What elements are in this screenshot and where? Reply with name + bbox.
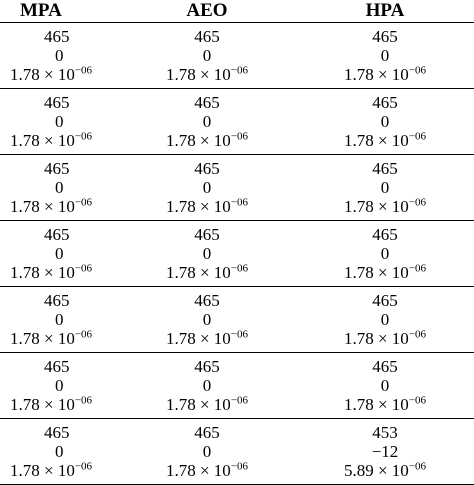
value-primary: 465	[44, 423, 70, 442]
value-secondary: 0	[55, 46, 64, 65]
value-stack	[118, 353, 296, 414]
sci-mantissa: 1.78 × 10	[10, 263, 75, 282]
sci-exponent: −06	[408, 394, 427, 407]
value-primary: 465	[44, 357, 70, 376]
table-cell-mpa	[0, 89, 118, 155]
value-stack	[118, 89, 296, 150]
sci-mantissa: 1.78 × 10	[165, 395, 231, 414]
value-primary: 465	[44, 93, 70, 112]
sci-mantissa: 5.89 × 10	[343, 461, 409, 480]
table-cell-hpa	[296, 89, 474, 155]
value-scientific	[344, 263, 426, 282]
sci-exponent: −06	[74, 130, 93, 143]
sci-exponent: −06	[74, 328, 93, 341]
value-stack	[118, 221, 296, 282]
sci-exponent: −06	[74, 64, 93, 77]
table-cell-mpa	[0, 155, 118, 221]
value-secondary: 0	[380, 178, 390, 197]
sci-exponent: −06	[408, 460, 427, 473]
sci-exponent: −06	[408, 130, 427, 143]
table-body	[0, 23, 474, 485]
value-scientific	[166, 197, 248, 216]
value-scientific	[10, 65, 92, 84]
sci-exponent: −06	[230, 64, 249, 77]
value-primary: 465	[194, 291, 220, 310]
header-mpa: MPA	[0, 0, 118, 23]
value-secondary: 0	[202, 442, 212, 461]
value-primary: 465	[372, 291, 398, 310]
sci-mantissa: 1.78 × 10	[343, 65, 409, 84]
value-primary: 465	[372, 357, 398, 376]
sci-exponent: −06	[230, 460, 249, 473]
header-hpa: HPA	[296, 0, 474, 23]
value-secondary: 0	[380, 244, 390, 263]
value-primary: 465	[44, 159, 70, 178]
sci-mantissa: 1.78 × 10	[10, 329, 75, 348]
value-secondary: 0	[202, 244, 212, 263]
value-secondary: 0	[380, 112, 390, 131]
sci-exponent: −06	[74, 394, 93, 407]
value-secondary: 0	[202, 178, 212, 197]
value-secondary: 0	[55, 112, 64, 131]
value-stack	[296, 89, 474, 150]
value-secondary: 0	[380, 376, 390, 395]
table-header	[0, 0, 474, 23]
sci-exponent: −06	[230, 196, 249, 209]
value-scientific	[166, 395, 248, 414]
value-secondary: 0	[202, 376, 212, 395]
table-row	[0, 23, 474, 89]
value-primary: 465	[194, 225, 220, 244]
table-row	[0, 419, 474, 485]
header-aeo: AEO	[118, 0, 296, 23]
value-secondary: 0	[202, 112, 212, 131]
value-stack	[296, 221, 474, 282]
sci-mantissa: 1.78 × 10	[165, 461, 231, 480]
value-scientific	[10, 329, 92, 348]
table-cell-hpa	[296, 23, 474, 89]
value-stack	[296, 419, 474, 480]
value-secondary: 0	[202, 46, 212, 65]
sci-mantissa: 1.78 × 10	[10, 395, 75, 414]
table-cell-aeo	[118, 221, 296, 287]
value-primary: 465	[44, 291, 70, 310]
value-stack	[296, 287, 474, 348]
value-scientific	[10, 461, 92, 480]
value-primary: 465	[372, 225, 398, 244]
value-scientific	[344, 329, 426, 348]
value-scientific	[166, 263, 248, 282]
value-primary: 465	[194, 27, 220, 46]
table-cell-hpa	[296, 155, 474, 221]
sci-mantissa: 1.78 × 10	[10, 65, 75, 84]
table-cell-aeo	[118, 155, 296, 221]
sci-mantissa: 1.78 × 10	[343, 329, 409, 348]
value-scientific	[344, 65, 426, 84]
sci-mantissa: 1.78 × 10	[343, 197, 409, 216]
sci-mantissa: 1.78 × 10	[10, 461, 75, 480]
table-row	[0, 221, 474, 287]
table-row	[0, 89, 474, 155]
table-cell-mpa	[0, 419, 118, 485]
sci-exponent: −06	[74, 262, 93, 275]
sci-mantissa: 1.78 × 10	[165, 197, 231, 216]
sci-mantissa: 1.78 × 10	[165, 131, 231, 150]
value-stack	[118, 23, 296, 84]
sci-exponent: −06	[230, 130, 249, 143]
value-stack	[296, 23, 474, 84]
value-secondary: 0	[55, 244, 64, 263]
value-secondary: −12	[371, 442, 399, 461]
value-secondary: 0	[55, 310, 64, 329]
value-primary: 465	[372, 159, 398, 178]
value-scientific	[10, 395, 92, 414]
table-cell-hpa	[296, 221, 474, 287]
sci-mantissa: 1.78 × 10	[343, 395, 409, 414]
value-secondary: 0	[380, 310, 390, 329]
table-cell-mpa	[0, 353, 118, 419]
value-stack	[296, 353, 474, 414]
table-cell-aeo	[118, 419, 296, 485]
table-cell-hpa	[296, 419, 474, 485]
value-primary: 465	[194, 159, 220, 178]
value-scientific	[166, 131, 248, 150]
value-stack	[10, 287, 118, 348]
table-cell-aeo	[118, 287, 296, 353]
value-scientific	[344, 461, 426, 480]
sci-mantissa: 1.78 × 10	[165, 65, 231, 84]
table-cell-mpa	[0, 287, 118, 353]
value-secondary: 0	[55, 178, 64, 197]
value-secondary: 0	[202, 310, 212, 329]
table-row	[0, 287, 474, 353]
header-row	[0, 0, 474, 23]
value-stack	[10, 23, 118, 84]
table-cell-aeo	[118, 89, 296, 155]
sci-exponent: −06	[230, 394, 249, 407]
value-scientific	[166, 329, 248, 348]
sci-exponent: −06	[74, 196, 93, 209]
value-scientific	[344, 131, 426, 150]
value-primary: 465	[194, 357, 220, 376]
value-stack	[10, 353, 118, 414]
table-cell-hpa	[296, 353, 474, 419]
sci-exponent: −06	[230, 328, 249, 341]
sci-exponent: −06	[408, 64, 427, 77]
sci-mantissa: 1.78 × 10	[343, 263, 409, 282]
value-primary: 465	[372, 27, 398, 46]
value-scientific	[344, 395, 426, 414]
value-stack	[10, 221, 118, 282]
value-secondary: 0	[55, 376, 64, 395]
value-stack	[10, 89, 118, 150]
table-cell-aeo	[118, 353, 296, 419]
table-row	[0, 353, 474, 419]
value-scientific	[10, 197, 92, 216]
value-primary: 465	[194, 93, 220, 112]
value-stack	[296, 155, 474, 216]
value-stack	[118, 155, 296, 216]
value-primary: 465	[194, 423, 220, 442]
table-cell-aeo	[118, 23, 296, 89]
value-stack	[10, 419, 118, 480]
table-cell-mpa	[0, 221, 118, 287]
value-scientific	[344, 197, 426, 216]
sci-exponent: −06	[408, 328, 427, 341]
sci-exponent: −06	[74, 460, 93, 473]
table-row	[0, 155, 474, 221]
value-scientific	[10, 263, 92, 282]
value-secondary: 0	[380, 46, 390, 65]
sci-mantissa: 1.78 × 10	[10, 197, 75, 216]
sci-exponent: −06	[408, 196, 427, 209]
value-scientific	[10, 131, 92, 150]
value-stack	[10, 155, 118, 216]
sci-mantissa: 1.78 × 10	[10, 131, 75, 150]
value-primary: 465	[372, 93, 398, 112]
sci-exponent: −06	[408, 262, 427, 275]
value-scientific	[166, 65, 248, 84]
table-cell-hpa	[296, 287, 474, 353]
value-scientific	[166, 461, 248, 480]
table-cell-mpa	[0, 23, 118, 89]
sci-exponent: −06	[230, 262, 249, 275]
sci-mantissa: 1.78 × 10	[343, 131, 409, 150]
sci-mantissa: 1.78 × 10	[165, 329, 231, 348]
value-primary: 465	[44, 27, 70, 46]
value-stack	[118, 419, 296, 480]
value-stack	[118, 287, 296, 348]
sci-mantissa: 1.78 × 10	[165, 263, 231, 282]
value-primary: 453	[372, 423, 398, 442]
value-secondary: 0	[55, 442, 64, 461]
value-primary: 465	[44, 225, 70, 244]
